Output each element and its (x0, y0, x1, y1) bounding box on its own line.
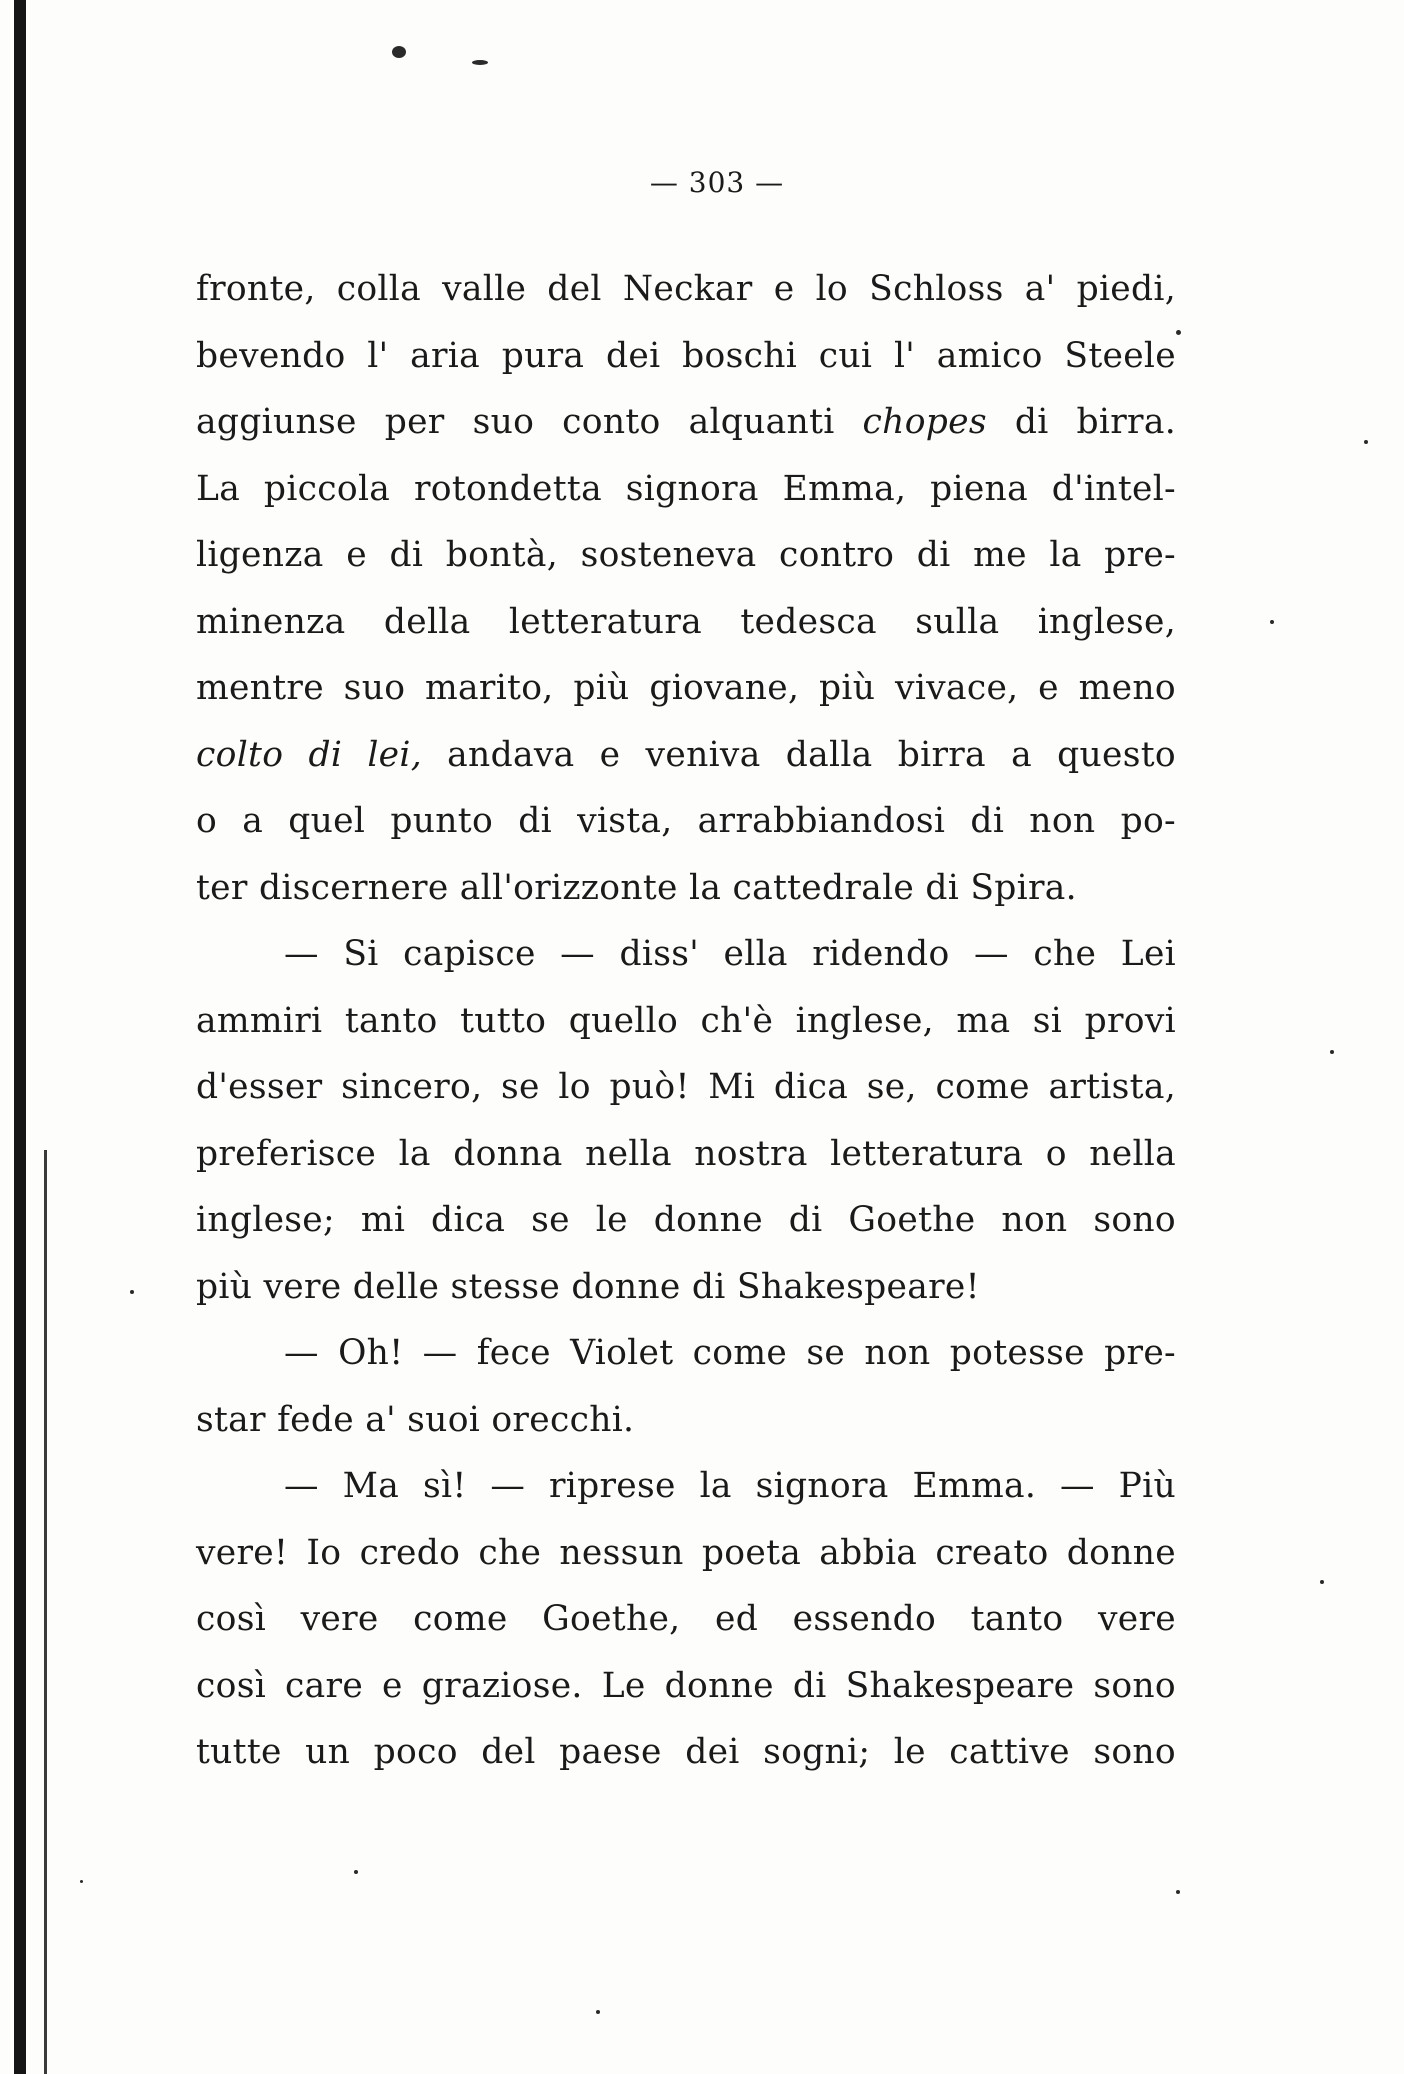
scan-speck (1320, 1580, 1324, 1584)
scan-speck (354, 1870, 358, 1874)
text-line: così vere come Goethe, ed essendo tanto vere (196, 1599, 1176, 1639)
text-line: minenza della letteratura tedesca sulla inglese, (196, 601, 1176, 642)
scan-speck (472, 60, 488, 65)
scan-speck (392, 46, 406, 58)
scan-speck (80, 1880, 83, 1883)
text-line: d'esser sincero, se lo può! Mi dica se, come artista, (196, 1067, 1176, 1107)
text-line: ligenza e di bontà, sosteneva contro di me la pre- (196, 535, 1176, 575)
text-line: La piccola rotondetta signora Emma, piena d'intel- (196, 468, 1176, 509)
page-number: — 303 — (649, 166, 785, 199)
text-line: — Oh! — fece Violet come se non potesse pre- (284, 1333, 1176, 1373)
scan-speck (1176, 330, 1181, 335)
text-line: o a quel punto di vista, arrabbiandosi di non po- (196, 801, 1176, 841)
text-line: tutte un poco del paese dei sogni; le cattive sono (196, 1732, 1176, 1772)
text-line (196, 389, 1176, 456)
text-line: bevendo l' aria pura dei boschi cui l' amico Steele (196, 335, 1176, 376)
scan-speck (130, 1290, 134, 1294)
text-line (196, 722, 1176, 789)
text-segment: aggiunse per suo conto alquanti (196, 402, 863, 442)
text-segment: di birra. (986, 402, 1176, 442)
text-line: così care e graziose. Le donne di Shakespeare sono (196, 1665, 1176, 1706)
text-line: più vere delle stesse donne di Shakespeare! (196, 1266, 980, 1307)
scan-speck (1364, 440, 1368, 444)
body-text (196, 256, 1176, 1786)
text-line: preferisce la donna nella nostra letteratura o nella (196, 1133, 1176, 1174)
binding-edge (14, 0, 26, 2074)
text-line: — Si capisce — diss' ella ridendo — che Lei (284, 934, 1176, 974)
italic-text-segment: colto di lei, (196, 734, 422, 775)
scan-speck (1270, 620, 1274, 624)
text-line: — Ma sì! — riprese la signora Emma. — Più (284, 1466, 1176, 1506)
text-line: ammiri tanto tutto quello ch'è inglese, ma si provi (196, 1000, 1176, 1041)
text-line: star fede a' suoi orecchi. (196, 1399, 635, 1440)
text-line: ter discernere all'orizzonte la cattedrale di Spira. (196, 867, 1077, 908)
scan-speck (596, 2010, 600, 2014)
text-segment: andava e veniva dalla birra a questo (422, 734, 1176, 775)
text-line: mentre suo marito, più giovane, più vivace, e meno (196, 668, 1176, 708)
italic-text-segment: chopes (862, 402, 987, 442)
text-line: vere! Io credo che nessun poeta abbia creato donne (196, 1532, 1176, 1573)
text-line: fronte, colla valle del Neckar e lo Schloss a' piedi, (196, 269, 1176, 309)
scan-speck (1330, 1050, 1334, 1054)
binding-shadow-line (44, 1150, 47, 2074)
text-line: inglese; mi dica se le donne di Goethe non sono (196, 1200, 1176, 1240)
scan-speck (1176, 1890, 1180, 1894)
